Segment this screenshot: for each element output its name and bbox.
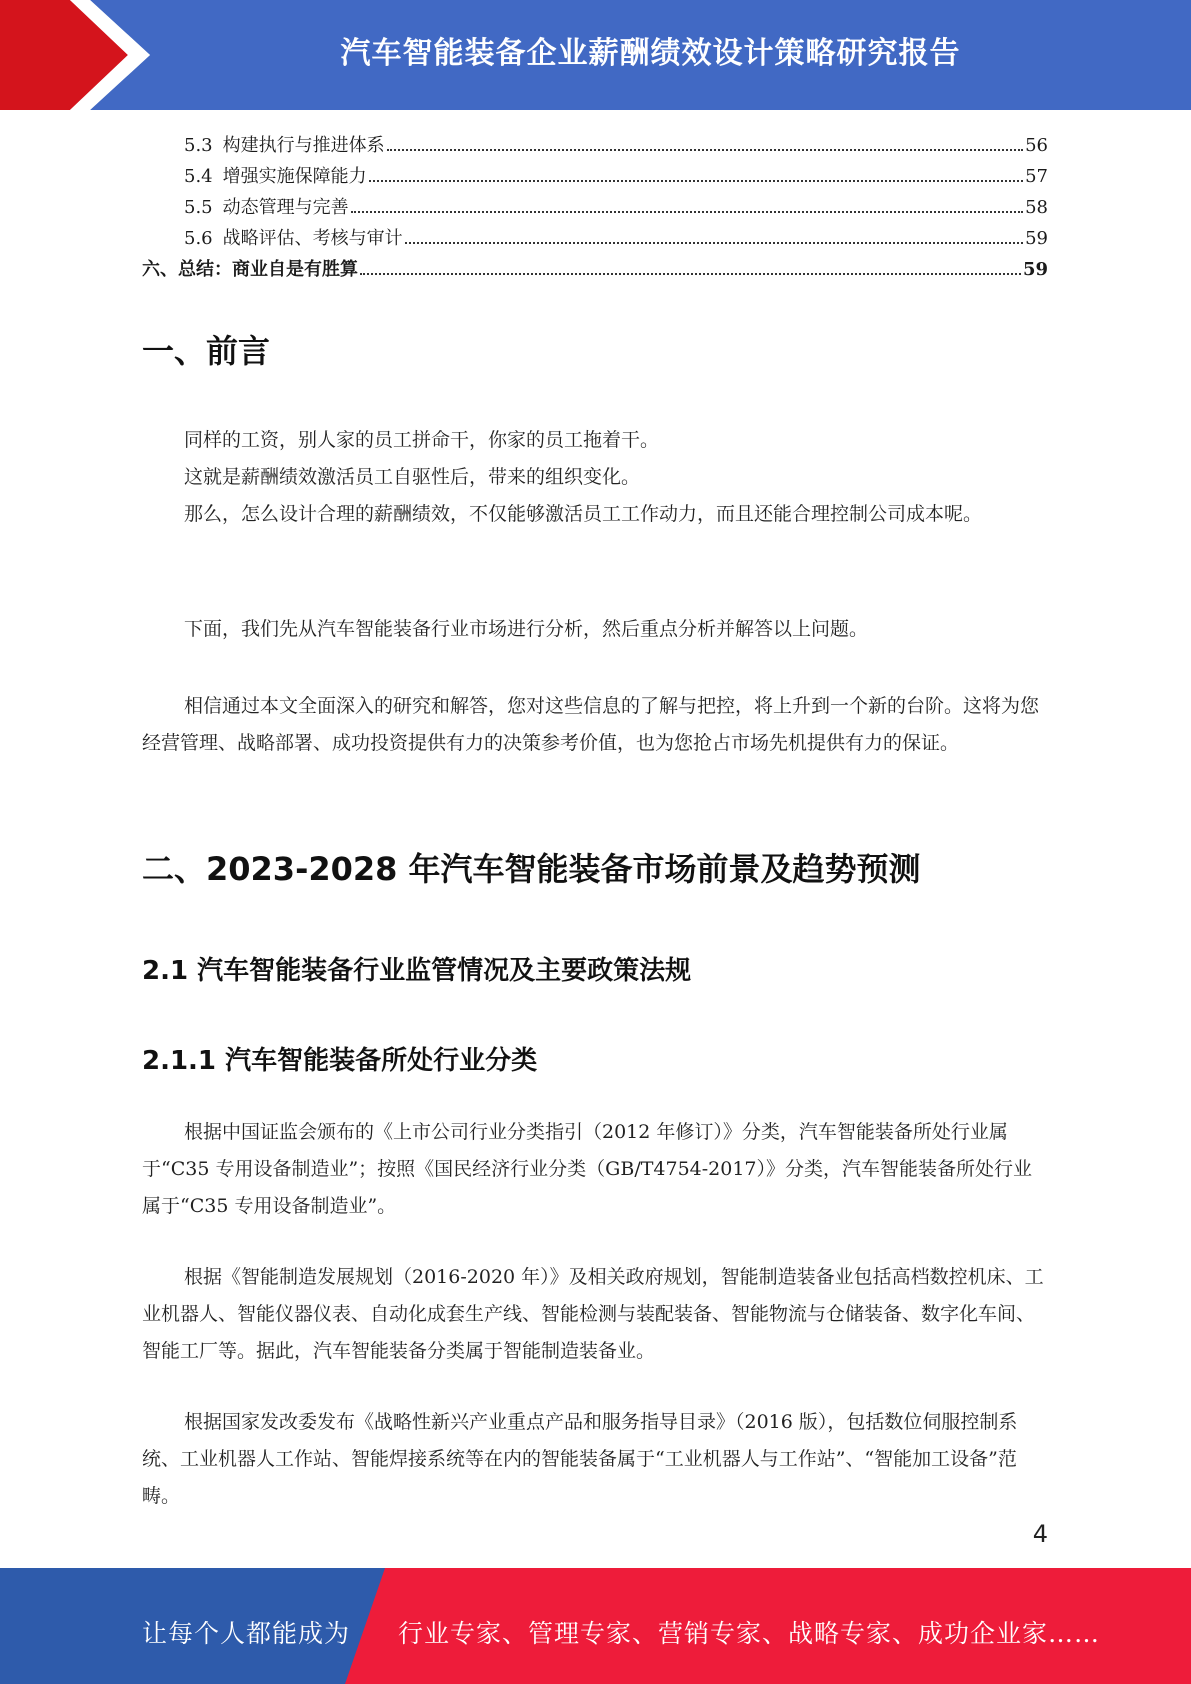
toc-entry-number: 5.6 [184,228,213,249]
toc-entry-page: 57 [1025,166,1048,187]
toc-dot-leader [369,180,1023,182]
page-number: 4 [1032,1520,1048,1548]
header-red-arrow-decoration [0,0,160,110]
paragraph: 下面，我们先从汽车智能装备行业市场进行分析，然后重点分析并解答以上问题。 [184,618,869,640]
footer-slogan-left: 让每个人都能成为 [142,1619,351,1648]
toc-entry-label: 构建执行与推进体系 [222,135,385,156]
footer-slogan-right: 行业专家、管理专家、营销专家、战略专家、成功企业家…… [398,1619,1101,1648]
toc-entry-label: 增强实施保障能力 [222,166,367,187]
paragraph: 根据国家发改委发布《战略性新兴产业重点产品和服务指导目录》（2016 版），包括数位伺服控制系统、工业机器人工作站、智能焊接系统等在内的智能装备属于“工业机器人与工作站”、“智能加工设备”范畴。 [142,1411,1018,1507]
toc-entry-page: 56 [1025,135,1048,156]
paragraph: 根据中国证监会颁布的《上市公司行业分类指引（2012 年修订）》分类，汽车智能装备所处行业属于“C35 专用设备制造业”；按照《国民经济行业分类（GB/T4754-2017）》分类，汽车智能装备所处行业属于“C35 专用设备制造业”。 [142,1121,1033,1217]
toc-entry-number: 5.5 [184,197,213,218]
page-footer [0,1568,1191,1684]
page-header [0,0,1191,110]
toc-entry[interactable] [142,131,1048,162]
toc-entry-page: 59 [1025,228,1048,249]
toc-dot-leader [351,211,1023,213]
paragraph: 同样的工资，别人家的员工拼命干，你家的员工拖着干。 [184,429,660,451]
section-heading-preface: 一、前言 [142,332,271,370]
toc-entry-page: 58 [1025,197,1048,218]
toc-entry-page: 59 [1022,259,1048,280]
paragraph: 相信通过本文全面深入的研究和解答，您对这些信息的了解与把控，将上升到一个新的台阶。这将为您经营管理、战略部署、成功投资提供有力的决策参考价值，也为您抢占市场先机提供有力的保证。 [142,695,1040,754]
paragraph: 根据《智能制造发展规划（2016-2020 年）》及相关政府规划，智能制造装备业包括高档数控机床、工业机器人、智能仪器仪表、自动化成套生产线、智能检测与装配装备、智能物流与仓储装备、数字化车间、智能工厂等。据此，汽车智能装备分类属于智能制造装备业。 [142,1266,1044,1362]
toc-entry[interactable] [142,162,1048,193]
toc-entry[interactable] [142,224,1048,255]
paragraph: 这就是薪酬绩效激活员工自驱性后，带来的组织变化。 [184,466,641,488]
section-heading-market-outlook: 二、2023-2028 年汽车智能装备市场前景及趋势预测 [142,850,921,888]
toc-dot-leader [387,149,1023,151]
toc-entry-label: 六、总结：商业自是有胜算 [142,259,358,280]
toc-entry-label: 动态管理与完善 [222,197,349,218]
toc-entry-label: 战略评估、考核与审计 [222,228,403,249]
toc-entry-number: 5.4 [184,166,213,187]
toc-dot-leader [405,242,1023,244]
toc-entry-number: 5.3 [184,135,213,156]
subsection-heading: 2.1 汽车智能装备行业监管情况及主要政策法规 [142,956,692,986]
subsubsection-heading: 2.1.1 汽车智能装备所处行业分类 [142,1046,538,1076]
paragraph: 那么，怎么设计合理的薪酬绩效，不仅能够激活员工工作动力，而且还能合理控制公司成本呢。 [184,503,983,525]
table-of-contents [142,131,1048,286]
toc-entry[interactable] [142,193,1048,224]
header-title: 汽车智能装备企业薪酬绩效设计策略研究报告 [340,36,961,71]
toc-dot-leader [360,273,1021,275]
toc-entry[interactable] [142,255,1048,286]
